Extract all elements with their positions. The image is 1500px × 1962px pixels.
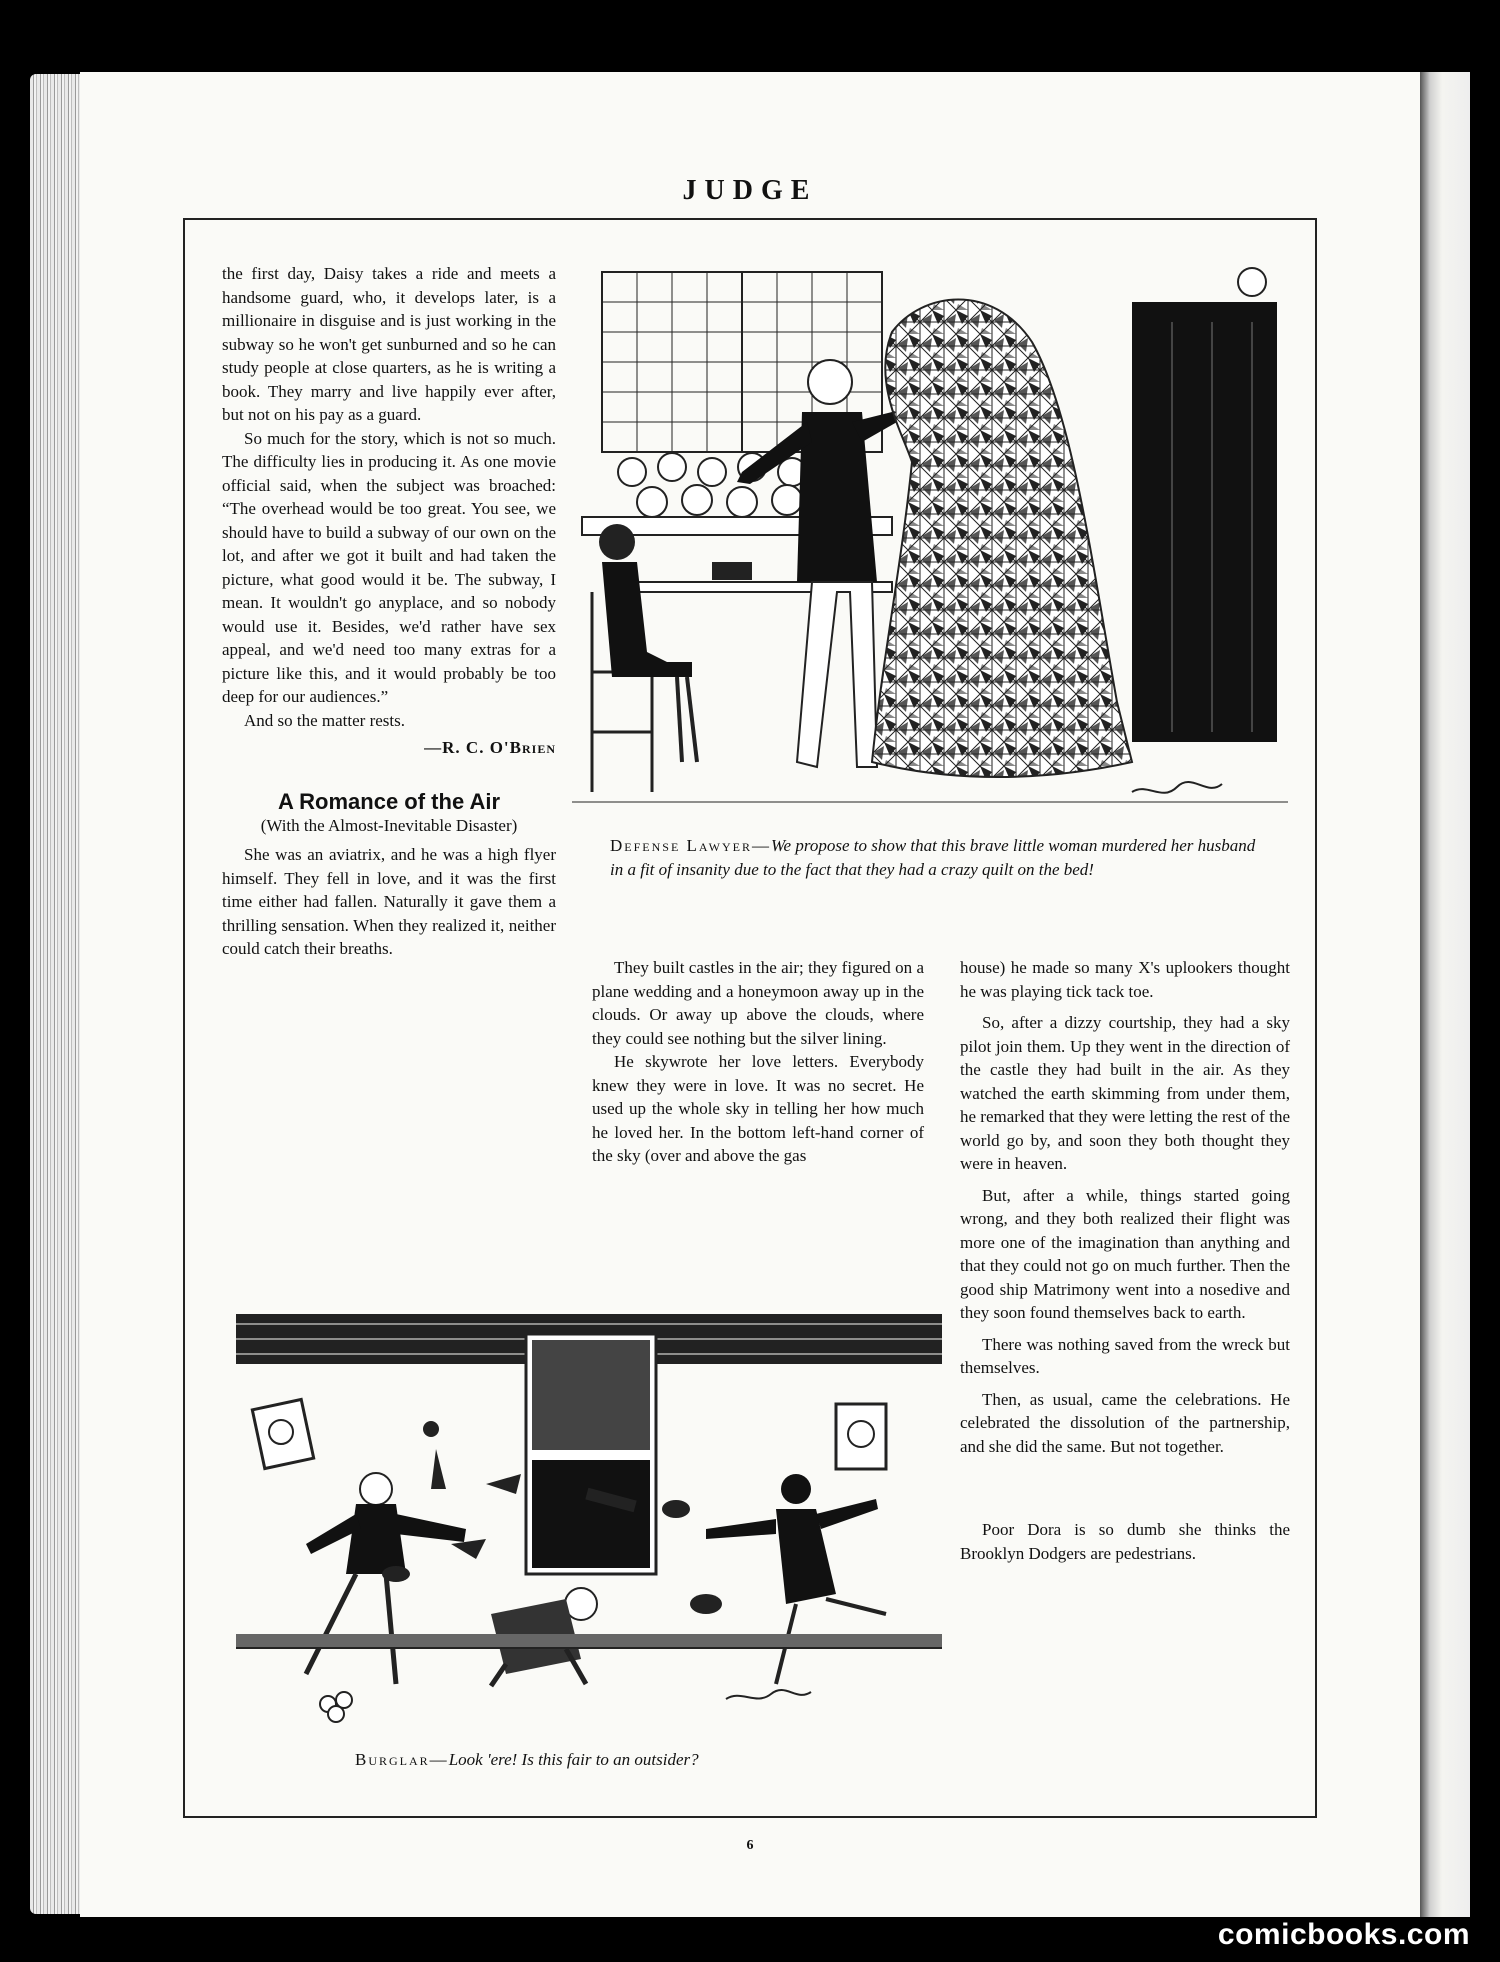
- article-paragraph: He skywrote her love letters. Everybody knew they were in love. It was no secret. He used up the whole sky in telling her how much he loved her. In the bottom left-hand corner of the sky (over and above the gas: [592, 1052, 924, 1165]
- article-paragraph: There was nothing saved from the wreck but themselves.: [960, 1334, 1290, 1377]
- caption-speaker: Burglar—: [355, 1750, 449, 1769]
- courtroom-illustration: [572, 262, 1288, 818]
- burglar-cartoon: [236, 1314, 942, 1726]
- joke-paragraph: Poor Dora is so dumb she thinks the Brooklyn Dodgers are pedestrians.: [960, 1520, 1290, 1563]
- article-paragraph: And so the matter rests.: [244, 710, 405, 730]
- article-paragraph: So, after a dizzy courtship, they had a sky pilot join them. Up they went in the direction of the castle they had built in the air. As they watched the earth skimming from under them, he remarked that they were letting the rest of the world go by, and soon they both thought they were in heaven.: [960, 1013, 1290, 1173]
- adjacent-page-edge: [1420, 72, 1470, 1917]
- article-paragraph: Then, as usual, came the celebrations. He celebrated the dissolution of the partnership, and she did the same. But not together.: [960, 1389, 1290, 1456]
- caption-speaker: Defense Lawyer—: [610, 836, 771, 855]
- article-subtitle: (With the Almost-Inevitable Disaster): [260, 816, 518, 835]
- courtroom-cartoon: [572, 262, 1288, 818]
- article-paragraph: the first day, Daisy takes a ride and meets a handsome guard, who, it develops later, is a millionaire in disguise and is just working in the subway so he won't get sunburned and so he can study people at close quarters, as he is writing a book. They marry and live happily ever after, but not on his pay as a guard.: [222, 264, 556, 424]
- column-right: [960, 956, 1290, 1565]
- column-left: [222, 262, 556, 961]
- column-middle: [592, 956, 924, 1168]
- burglar-caption: [355, 1748, 915, 1772]
- article-title: A Romance of the Air: [277, 788, 501, 814]
- page-number: 6: [746, 1838, 754, 1853]
- article-paragraph: So much for the story, which is not so much. The difficulty lies in producing it. As one movie official said, when the subject was broached: “The overhead would be too great. You see, we should have to build a subway of our own on the lot, and after we got it built and had taken the picture, what good would it be. The subway, I mean. It wouldn't go anyplace, and so nobody would use it. Besides, we'd rather have sex appeal, and we'd need too many extras for a picture like this, and it would probably be too deep for our audiences.”: [222, 428, 556, 706]
- caption-text: Look 'ere! Is this fair to an outsider?: [448, 1750, 699, 1769]
- article-paragraph: They built castles in the air; they figured on a plane wedding and a honeymoon away up in the clouds. Or away up above the clouds, where they could see nothing but the silver lining.: [592, 958, 924, 1048]
- book-page-edges: [30, 74, 85, 1914]
- masthead: JUDGE: [682, 175, 818, 206]
- byline: —R. C. O'Brien: [424, 738, 556, 757]
- watermark: comicbooks.com: [1217, 1918, 1470, 1951]
- caption-text: We propose to show that this brave little woman murdered her husband in a fit of insanity due to the fact that they had a crazy quilt on the bed!: [610, 836, 1256, 879]
- article-paragraph: She was an aviatrix, and he was a high flyer himself. They fell in love, and it was the first time either had fallen. Naturally it gave them a thrilling sensation. When they realized it, neither could catch their breaths.: [222, 845, 556, 958]
- article-paragraph: house) he made so many X's uplookers thought he was playing tick tack toe.: [960, 958, 1290, 1001]
- article-paragraph: But, after a while, things started going wrong, and they both realized their flight was more one of the imagination than anything and that they could not go on much further. Then the good ship Matrimony went into a nosedive and they soon found themselves back to earth.: [960, 1185, 1290, 1322]
- courtroom-caption: [610, 834, 1270, 882]
- burglar-illustration: [236, 1314, 942, 1726]
